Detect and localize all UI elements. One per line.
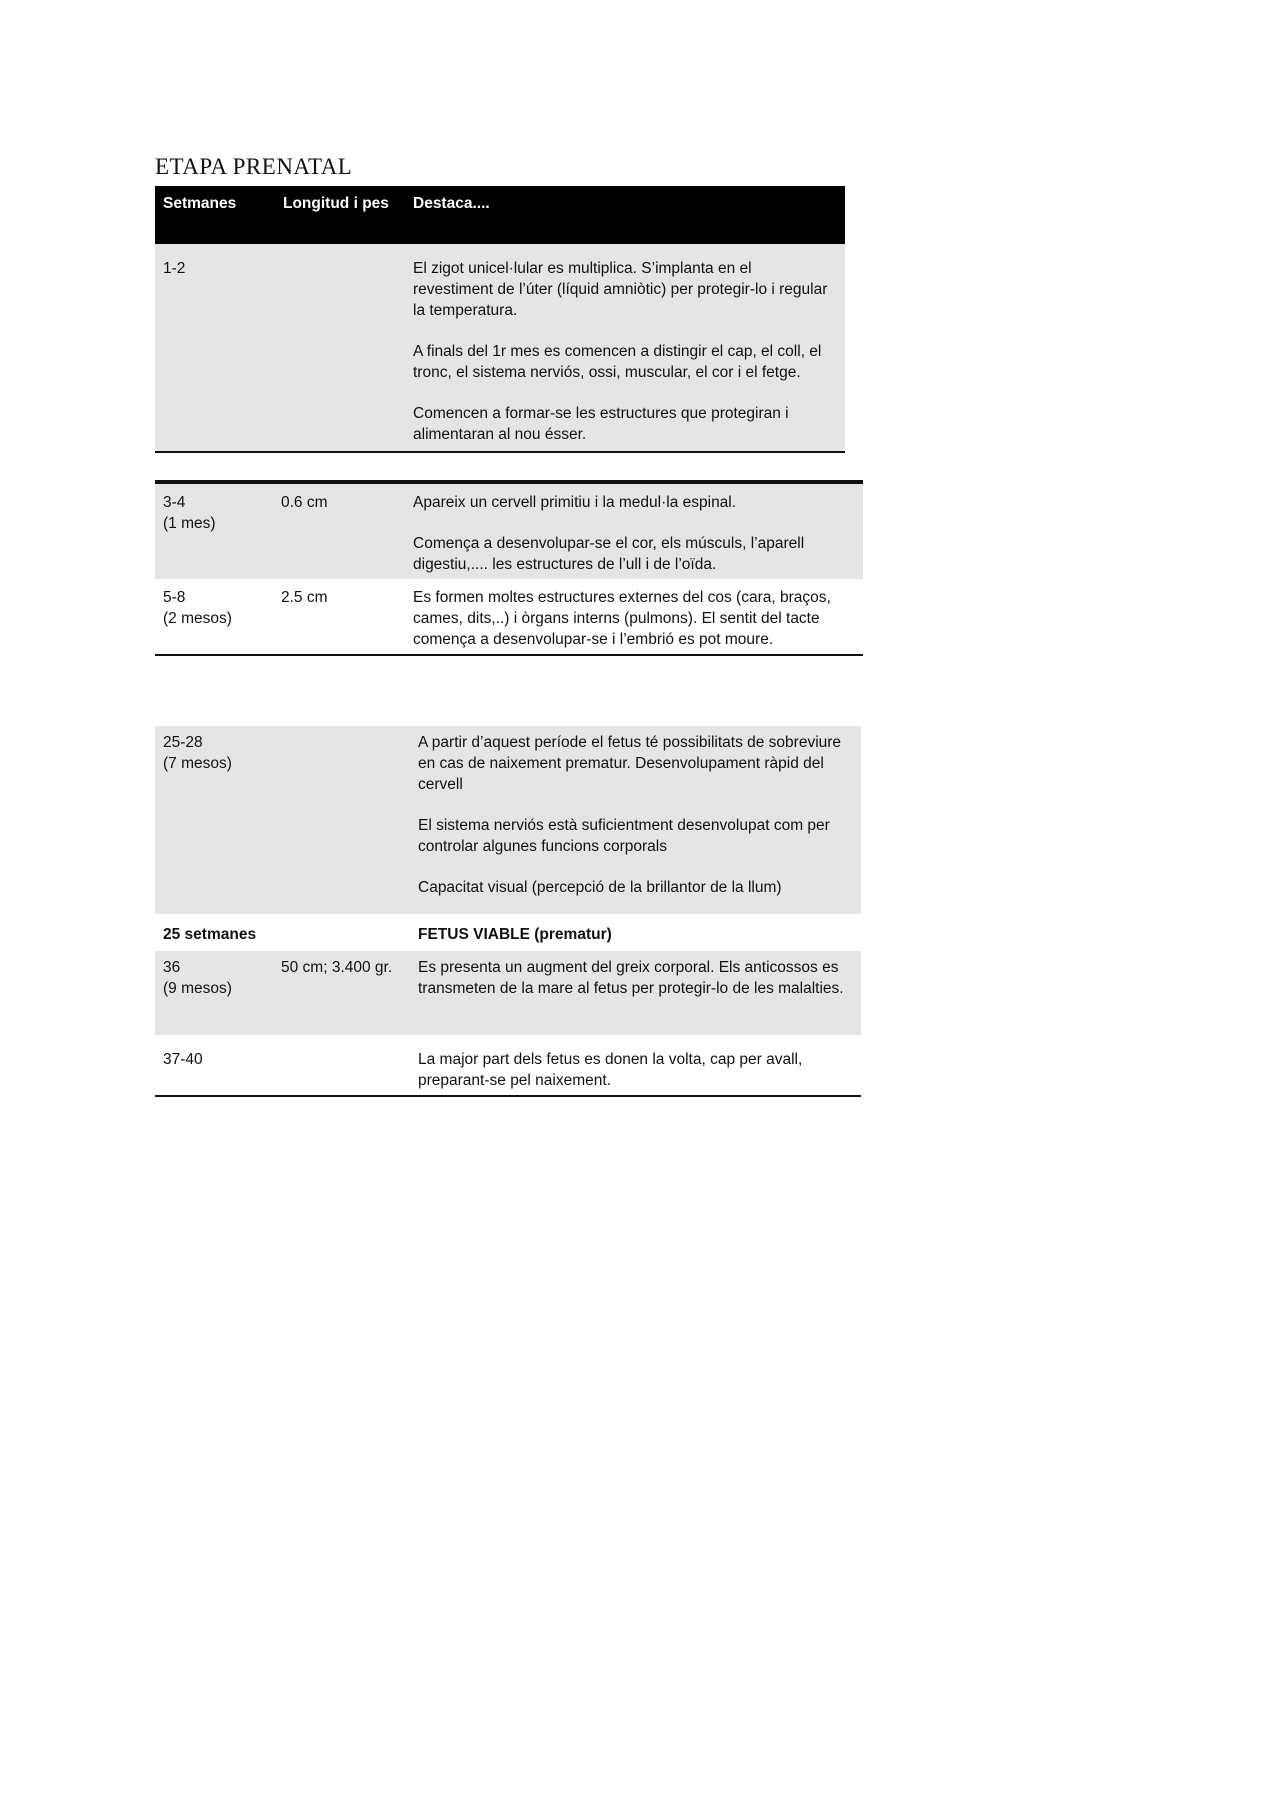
weeks-value: 3-4 — [163, 494, 186, 511]
page-title: ETAPA PRENATAL — [155, 154, 353, 179]
table-row — [155, 726, 861, 914]
weeks-value: 36 — [163, 959, 181, 976]
months-value: (9 mesos) — [163, 980, 232, 997]
weeks-cell — [155, 726, 273, 914]
highlights-cell — [405, 579, 863, 655]
weeks-cell — [155, 579, 273, 655]
header-highlights: Destaca.... — [405, 186, 845, 244]
highlight-paragraph: El zigot unicel·lular es multiplica. S’implanta en el revestiment de l’úter (líquid amniòtic) per protegir-lo i regular la temperatura. — [413, 260, 828, 319]
table-header-row — [155, 186, 845, 244]
weeks-cell — [155, 482, 273, 579]
weeks-value: 5-8 — [163, 589, 186, 606]
size-cell: 50 cm; 3.400 gr. — [281, 959, 393, 976]
highlight-paragraph: Comencen a formar-se les estructures que protegiran i alimentaran al nou ésser. — [413, 405, 789, 443]
highlights-cell: FETUS VIABLE (prematur) — [418, 926, 612, 943]
highlights-cell — [410, 1035, 861, 1096]
table-row — [155, 951, 861, 1035]
highlight-paragraph: A partir d’aquest període el fetus té possibilitats de sobreviure en cas de naixement prematur. Desenvolupament ràpid del cervell — [418, 734, 842, 793]
highlight-paragraph: La major part dels fetus es donen la volta, cap per avall, preparant-se pel naixement. — [418, 1051, 803, 1089]
table-row — [155, 482, 863, 579]
highlights-cell — [405, 244, 845, 452]
highlight-paragraph: Comença a desenvolupar-se el cor, els músculs, l’aparell digestiu,.... les estructures de l’ull i de l’oïda. — [413, 535, 805, 573]
prenatal-table-weeks-1-2 — [155, 186, 845, 453]
size-cell: 0.6 cm — [281, 494, 328, 511]
highlight-paragraph: Apareix un cervell primitiu i la medul·la espinal. — [413, 494, 737, 511]
table-row-viable — [155, 914, 861, 951]
months-value: (7 mesos) — [163, 755, 232, 772]
highlights-cell — [410, 726, 861, 914]
size-cell — [273, 1035, 410, 1096]
months-value: (2 mesos) — [163, 610, 232, 627]
size-cell: 2.5 cm — [281, 589, 328, 606]
highlight-paragraph: Capacitat visual (percepció de la brillantor de la llum) — [418, 879, 782, 896]
size-cell — [275, 244, 405, 452]
highlights-cell — [405, 482, 863, 579]
prenatal-table-weeks-25-40 — [155, 726, 861, 1097]
table-row — [155, 1035, 861, 1096]
prenatal-table-weeks-3-8 — [155, 480, 863, 656]
header-weeks: Setmanes — [155, 186, 275, 244]
weeks-cell: 37-40 — [163, 1051, 203, 1068]
months-value: (1 mes) — [163, 515, 216, 532]
table-row — [155, 244, 845, 452]
highlights-cell — [410, 951, 861, 1035]
weeks-cell — [155, 951, 273, 1035]
header-length-weight: Longitud i pes — [275, 186, 405, 244]
highlight-paragraph: Es presenta un augment del greix corporal. Els anticossos es transmeten de la mare al fetus per protegir-lo de les malalties. — [418, 959, 844, 997]
highlight-paragraph: Es formen moltes estructures externes del cos (cara, braços, cames, dits,..) i òrgans interns (pulmons). El sentit del tacte comença a desenvolupar-se i l’embrió es pot moure. — [413, 589, 831, 648]
weeks-cell: 1-2 — [163, 260, 186, 277]
weeks-cell: 25 setmanes — [163, 926, 257, 943]
highlight-paragraph: A finals del 1r mes es comencen a distingir el cap, el coll, el tronc, el sistema nerviós, ossi, muscular, el cor i el fetge. — [413, 343, 822, 381]
size-cell — [273, 726, 410, 914]
weeks-value: 25-28 — [163, 734, 203, 751]
highlight-paragraph: El sistema nerviós està suficientment desenvolupat com per controlar algunes funcions corporals — [418, 817, 830, 855]
table-row — [155, 579, 863, 655]
